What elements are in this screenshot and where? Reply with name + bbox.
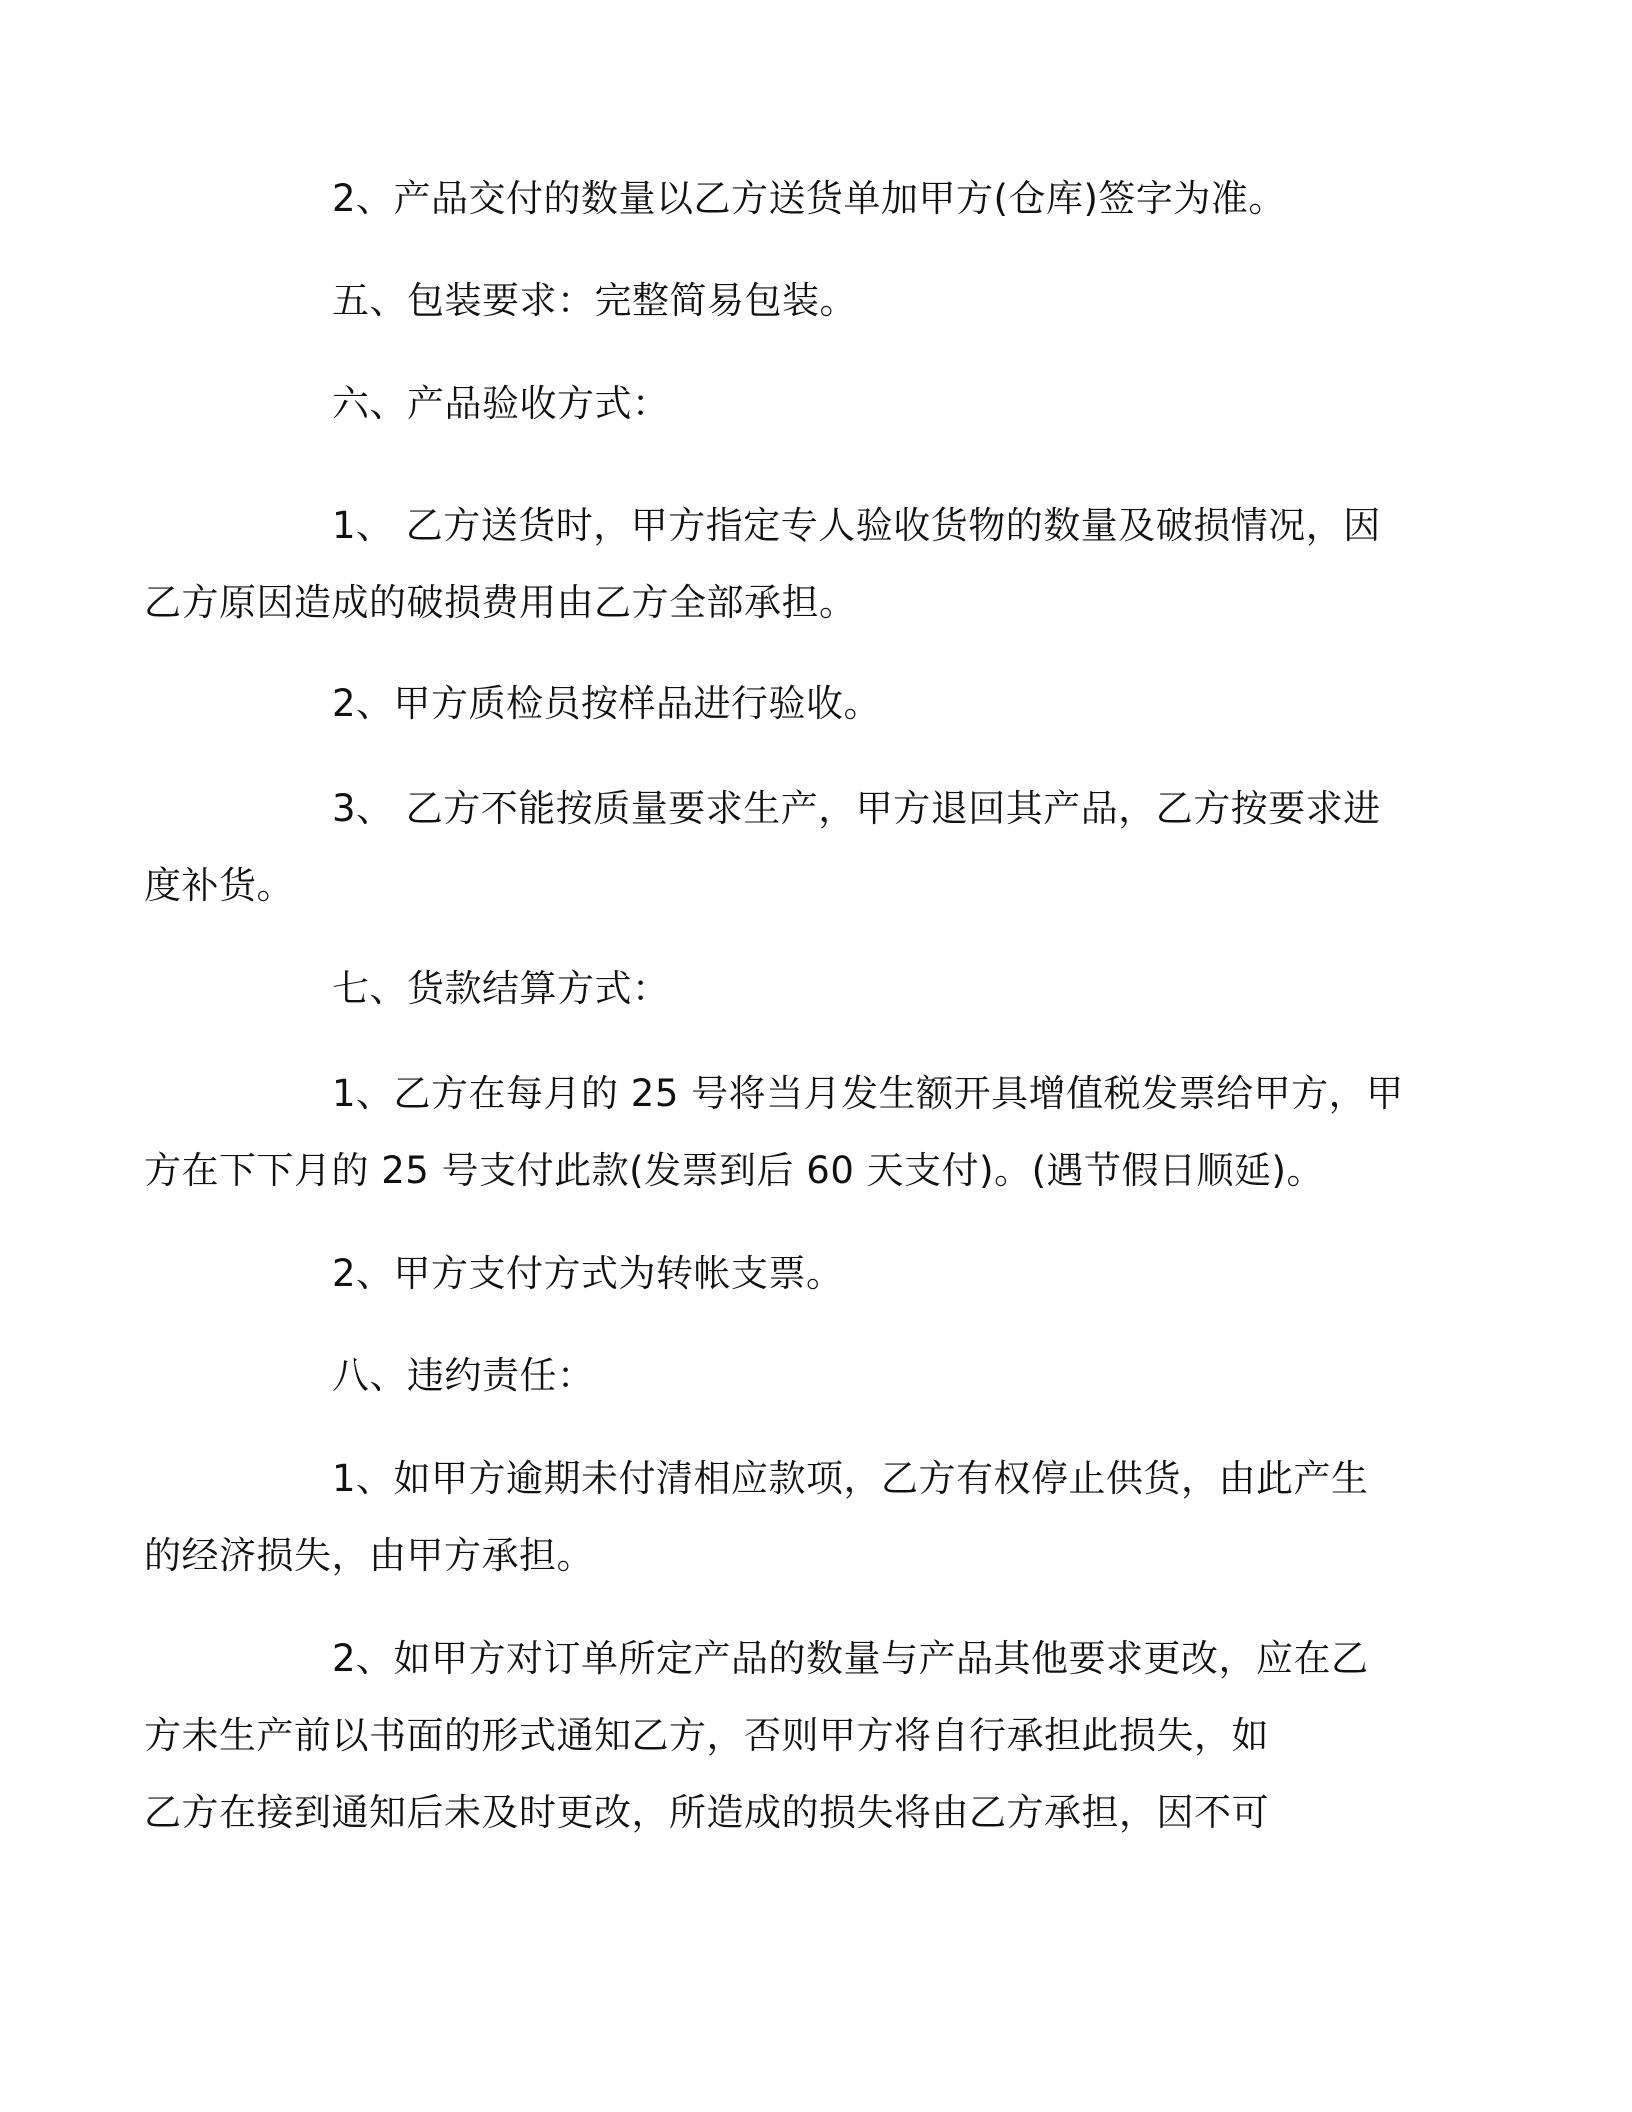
paragraph-acceptance-1	[144, 487, 1398, 641]
heading-acceptance	[238, 365, 1398, 442]
text-line: 七、货款结算方式：	[332, 967, 670, 1010]
text-line: 度补货。	[144, 864, 294, 907]
text-line: 3、 乙方不能按质量要求生产，甲方退回其产品，乙方按要求进	[332, 787, 1381, 830]
text-line: 五、包装要求：完整简易包装。	[332, 279, 857, 322]
heading-packaging	[238, 262, 1398, 339]
text-line: 的经济损失，由甲方承担。	[144, 1534, 594, 1577]
paragraph-acceptance-2	[238, 665, 1398, 742]
paragraph-liability-2	[144, 1620, 1398, 1851]
heading-settlement	[238, 950, 1398, 1027]
paragraph-settlement-1	[144, 1055, 1404, 1209]
text-line: 乙方原因造成的破损费用由乙方全部承担。	[144, 581, 857, 624]
heading-liability	[238, 1337, 1398, 1414]
paragraph-settlement-2	[238, 1235, 1398, 1312]
text-line: 乙方在接到通知后未及时更改，所造成的损失将由乙方承担，因不可	[144, 1791, 1269, 1834]
text-line: 1、 乙方送货时，甲方指定专人验收货物的数量及破损情况，因	[332, 504, 1381, 547]
text-line: 2、产品交付的数量以乙方送货单加甲方(仓库)签字为准。	[332, 177, 1286, 220]
paragraph-delivery-quantity	[238, 160, 1398, 237]
paragraph-acceptance-3	[144, 770, 1398, 924]
paragraph-liability-1	[144, 1440, 1398, 1594]
text-line: 方在下下月的 25 号支付此款(发票到后 60 天支付)。(遇节假日顺延)。	[144, 1149, 1324, 1192]
text-line: 2、甲方支付方式为转帐支票。	[332, 1252, 844, 1295]
text-line: 八、违约责任：	[332, 1354, 595, 1397]
text-line: 2、如甲方对订单所定产品的数量与产品其他要求更改，应在乙	[332, 1637, 1369, 1680]
text-line: 六、产品验收方式：	[332, 382, 670, 425]
text-line: 2、甲方质检员按样品进行验收。	[332, 682, 882, 725]
text-line: 1、乙方在每月的 25 号将当月发生额开具增值税发票给甲方，甲	[332, 1072, 1404, 1115]
text-line: 方未生产前以书面的形式通知乙方，否则甲方将自行承担此损失，如	[144, 1714, 1269, 1757]
text-line: 1、如甲方逾期未付清相应款项，乙方有权停止供货，由此产生	[332, 1457, 1369, 1500]
